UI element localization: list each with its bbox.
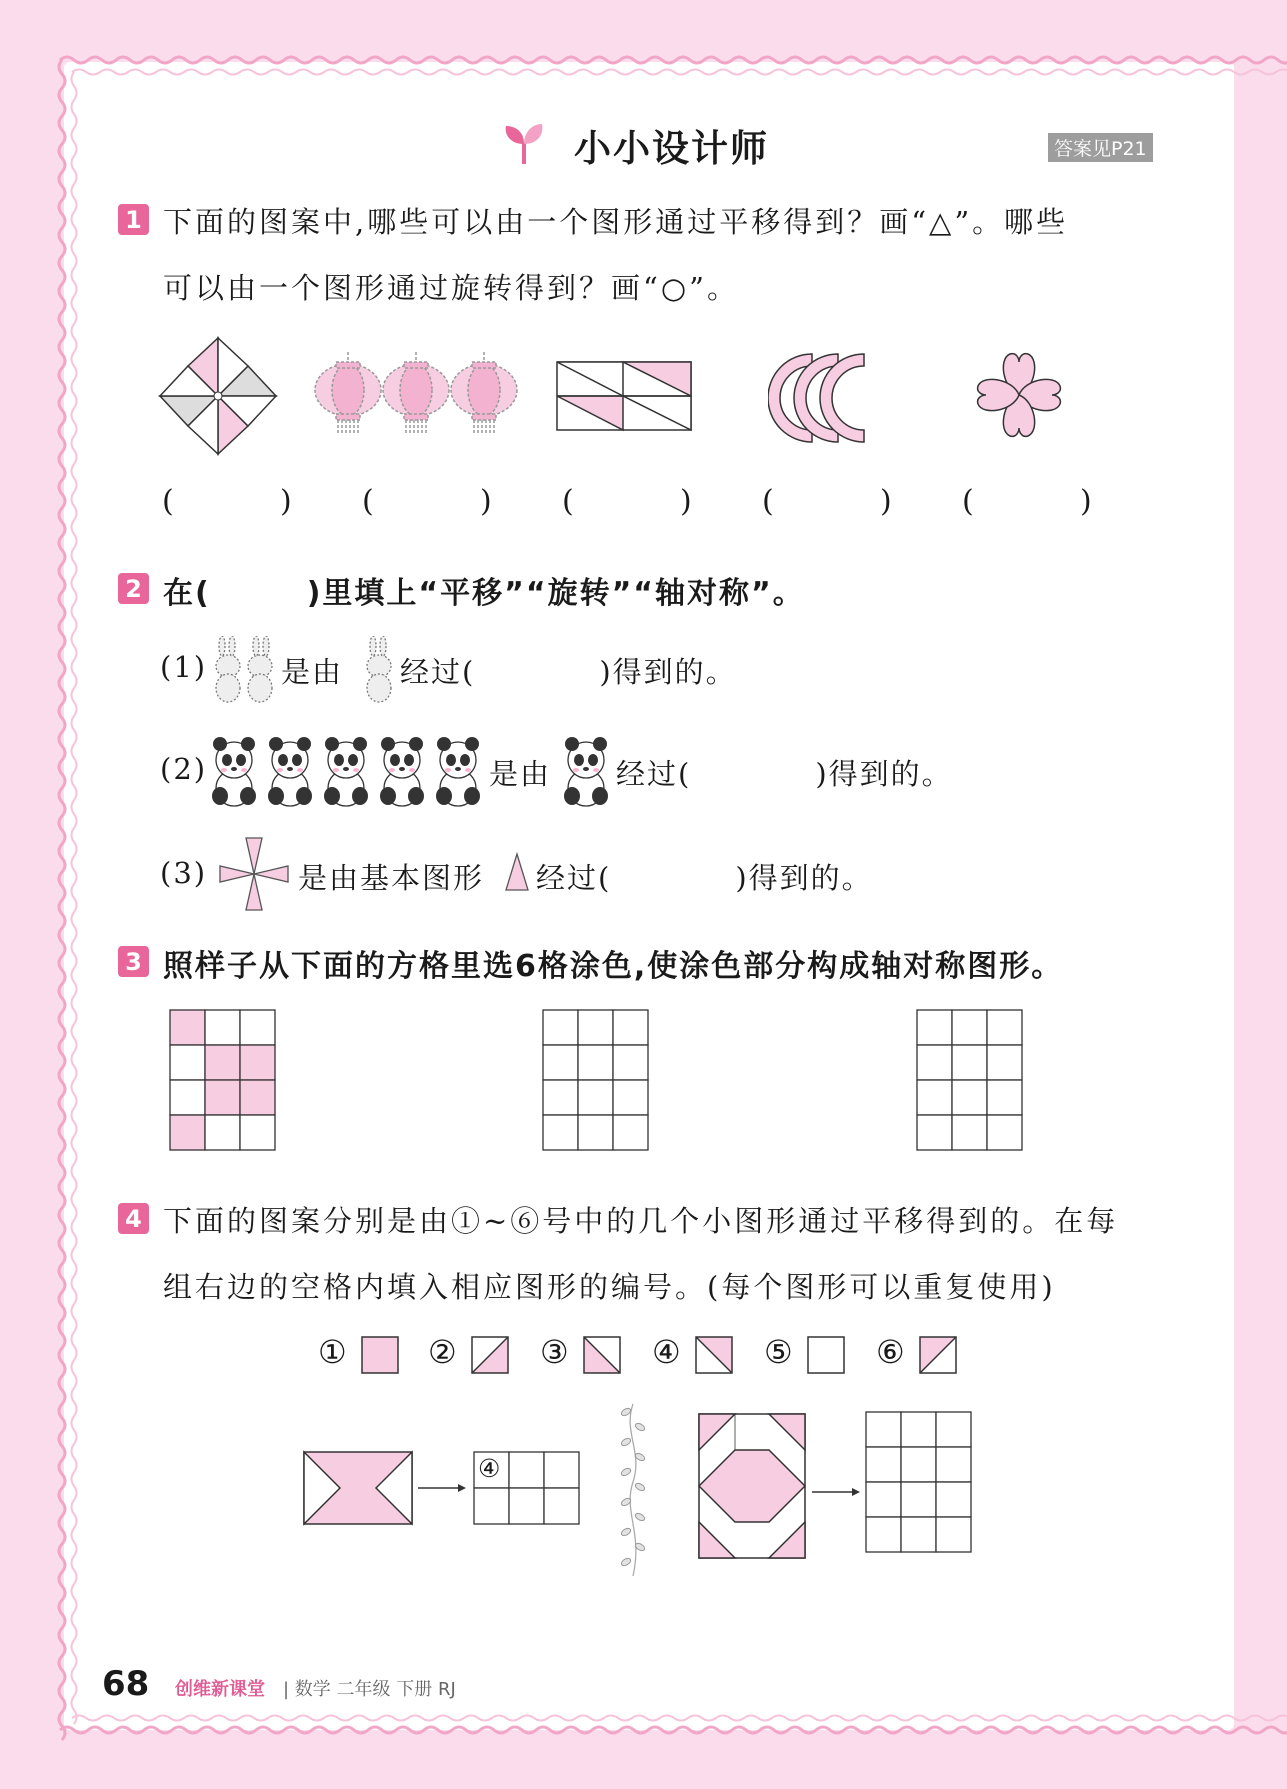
shape-5-empty-square-icon	[806, 1335, 846, 1375]
q4-instruction-line2: 组右边的空格内填入相应图形的编号。(每个图形可以重复使用)	[163, 1270, 1056, 1304]
rotated-triangles-icon	[218, 836, 290, 912]
blank-grid-2[interactable]	[915, 1008, 1027, 1154]
shape-1-number: ①	[318, 1333, 347, 1371]
q1-answer-blank-2-close: )	[480, 484, 492, 519]
shape-6-number: ⑥	[876, 1333, 905, 1371]
q2-item3-tail[interactable]: 经过( )得到的。	[536, 861, 873, 895]
shape-4-number: ④	[652, 1333, 681, 1371]
shape-4-diagonal-square-icon	[694, 1335, 734, 1375]
q2-item1-label: (1)	[160, 650, 208, 684]
q2-instruction: 在( )里填上“平移”“旋转”“轴对称”。	[163, 576, 805, 611]
pinwheel-figure	[158, 336, 278, 456]
shape-3-number: ③	[540, 1333, 569, 1371]
q1-answer-blank-4-open[interactable]: (	[762, 484, 774, 519]
footer-book-info: | 数学 二年级 下册 RJ	[283, 1679, 456, 1700]
q3-instruction: 照样子从下面的方格里选6格涂色,使涂色部分构成轴对称图形。	[163, 949, 1064, 984]
arrow-right-icon	[810, 1484, 862, 1500]
q2-item3-label: (3)	[160, 856, 208, 890]
shape-2-diagonal-square-icon	[470, 1335, 510, 1375]
q1-answer-blank-1-close: )	[280, 484, 292, 519]
q2-item2-tail[interactable]: 经过( )得到的。	[616, 757, 953, 791]
shape-5-number: ⑤	[764, 1333, 793, 1371]
arcs-figure	[768, 352, 878, 444]
two-rabbits-icon	[208, 636, 280, 704]
base-triangle-icon	[504, 852, 530, 892]
q2-item3-mid: 是由基本图形	[298, 861, 485, 895]
arrow-right-icon	[416, 1480, 468, 1496]
page-number: 68	[102, 1664, 150, 1704]
q4-instruction-line1: 下面的图案分别是由①~⑥号中的几个小图形通过平移得到的。在每	[163, 1204, 1119, 1238]
shape-1-full-square-icon	[360, 1335, 400, 1375]
shape-2-number: ②	[428, 1333, 457, 1371]
panda-icon	[560, 732, 612, 808]
rabbit-icon	[360, 636, 398, 704]
q1-answer-blank-1-open[interactable]: (	[162, 484, 174, 519]
blank-grid-1[interactable]	[541, 1008, 653, 1154]
hexagon-pattern-figure	[697, 1412, 807, 1560]
translated-triangles-figure	[555, 360, 693, 432]
answer-grid-example-number: ④	[478, 1454, 501, 1483]
five-pandas-icon	[210, 732, 490, 808]
q1-answer-blank-3-open[interactable]: (	[562, 484, 574, 519]
q2-item2-mid: 是由	[489, 757, 552, 791]
q1-instruction-line2: 可以由一个图形通过旋转得到？画“○”。	[163, 271, 739, 305]
four-petal-flower-figure	[968, 344, 1070, 446]
q2-item1-mid: 是由	[281, 655, 344, 689]
q1-answer-blank-2-open[interactable]: (	[362, 484, 374, 519]
example-symmetric-grid	[168, 1008, 280, 1154]
question-number-4: 4	[118, 1203, 149, 1234]
q1-answer-blank-3-close: )	[680, 484, 692, 519]
answer-reference-badge: 答案见P21	[1048, 133, 1153, 162]
q1-answer-blank-4-close: )	[880, 484, 892, 519]
q1-answer-blank-5-close: )	[1080, 484, 1092, 519]
q2-item1-tail[interactable]: 经过( )得到的。	[400, 655, 737, 689]
footer-brand: 创维新课堂	[175, 1679, 265, 1700]
shape-3-diagonal-square-icon	[582, 1335, 622, 1375]
three-lanterns-figure	[312, 352, 522, 437]
envelope-pattern-figure	[302, 1450, 414, 1526]
answer-grid-4x3[interactable]	[864, 1410, 976, 1556]
q1-instruction-line1: 下面的图案中,哪些可以由一个图形通过平移得到？画“△”。哪些	[163, 205, 1069, 239]
page-title: 小小设计师	[574, 127, 769, 170]
question-number-3: 3	[118, 946, 149, 977]
vine-divider-decoration	[618, 1402, 648, 1578]
sprout-icon	[500, 120, 548, 166]
q2-item2-label: (2)	[160, 752, 208, 786]
q1-answer-blank-5-open[interactable]: (	[962, 484, 974, 519]
question-number-1: 1	[118, 204, 149, 235]
shape-6-diagonal-square-icon	[918, 1335, 958, 1375]
question-number-2: 2	[118, 573, 149, 604]
